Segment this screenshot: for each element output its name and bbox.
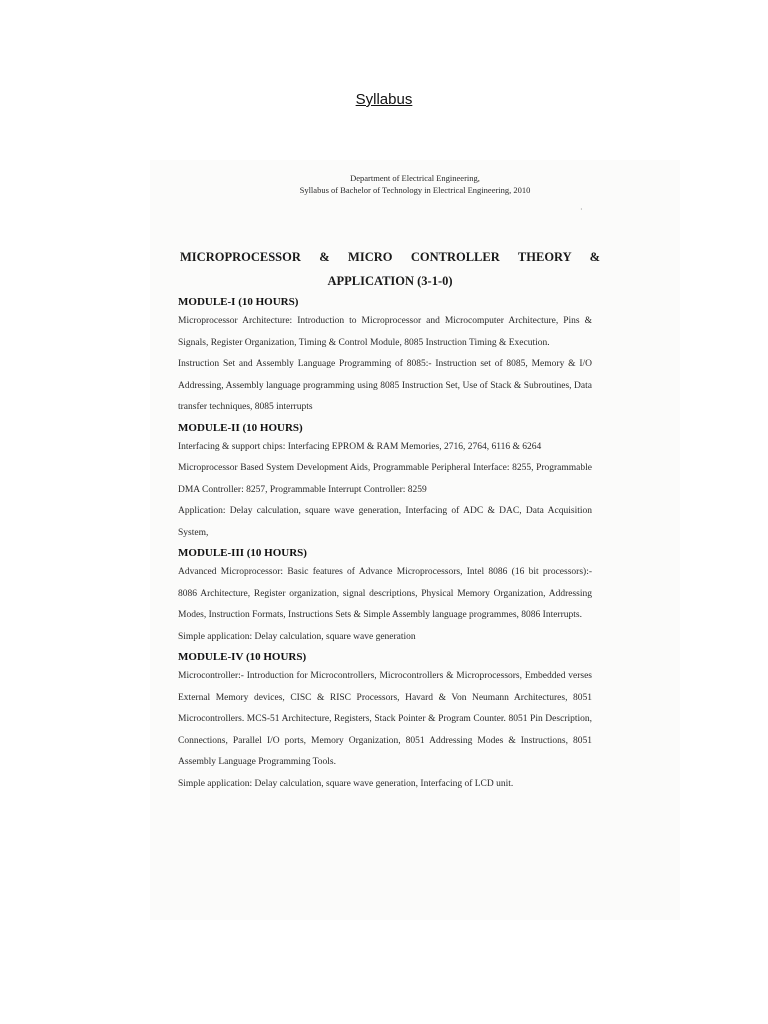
course-title: MICROPROCESSOR & MICRO CONTROLLER THEORY & APPLICATION (3-1-0) (180, 250, 600, 288)
program-name: Syllabus of Bachelor of Technology in Electrical Engineering, 2010 (299, 185, 531, 195)
module-paragraph: Simple application: Delay calculation, square wave generation, Interfacing of LCD unit. (178, 778, 514, 789)
module-paragraph: Microprocessor Based System Development Aids, Programmable Peripheral Interface: 8255, Programmable DMA Controller: 8257, Programmable Interrupt Controller: 8259 (178, 463, 592, 495)
module-title: MODULE-II (10 HOURS) (178, 421, 303, 434)
module-paragraph: Microcontroller:- Introduction for Microcontrollers, Microcontrollers & Microprocessors, Embedded verses External Memory devices, CISC & RISC Processors, Havard & Von Neumann Architectures, 8051 Microcontrollers. MCS-51 Architecture, Registers, Stack Pointer & Program Counter. 8051 Pin Description, Connections, Parallel I/O ports, Memory Organization, 8051 Addressing Modes & Instructions, 8051 Assembly Language Programming Tools. (178, 671, 592, 767)
module-title: MODULE-III (10 HOURS) (178, 547, 307, 559)
module-1 (178, 293, 592, 419)
module-title: MODULE-I (10 HOURS) (178, 296, 299, 308)
module-2 (178, 419, 592, 545)
scanned-page (150, 160, 680, 920)
scan-mark: · (580, 205, 583, 214)
module-paragraph: Advanced Microprocessor: Basic features of Advance Microprocessors, Intel 8086 (16 bit processors):- 8086 Architecture, Register organization, signal descriptions, Physical Memory Organization, Addressing Modes, Instruction Formats, Instructions Sets & Simple Assembly language programmes, 8086 Interrupts. (178, 567, 592, 620)
modules-list (178, 293, 592, 795)
module-paragraph: Application: Delay calculation, square wave generation, Interfacing of ADC & DAC, Data Acquisition System, (178, 506, 592, 538)
document-header (150, 172, 680, 196)
module-4 (178, 648, 592, 795)
module-paragraph: Microprocessor Architecture: Introduction to Microprocessor and Microcomputer Architecture, Pins & Signals, Register Organization, Timing & Control Module, 8085 Instruction Timing & Execution. (178, 316, 592, 348)
page-title: Syllabus (355, 91, 413, 108)
module-paragraph: Interfacing & support chips: Interfacing EPROM & RAM Memories, 2716, 2764, 6116 & 6264 (178, 441, 542, 452)
department-name: Department of Electrical Engineering, (350, 173, 480, 183)
module-paragraph: Simple application: Delay calculation, square wave generation (178, 631, 416, 642)
module-paragraph: Instruction Set and Assembly Language Programming of 8085:- Instruction set of 8085, Memory & I/O Addressing, Assembly language programming using 8085 Instruction Set, Use of Stack & Subroutines, Data transfer techniques, 8085 interrupts (178, 359, 592, 412)
module-3 (178, 544, 592, 648)
module-title: MODULE-IV (10 HOURS) (178, 651, 307, 663)
